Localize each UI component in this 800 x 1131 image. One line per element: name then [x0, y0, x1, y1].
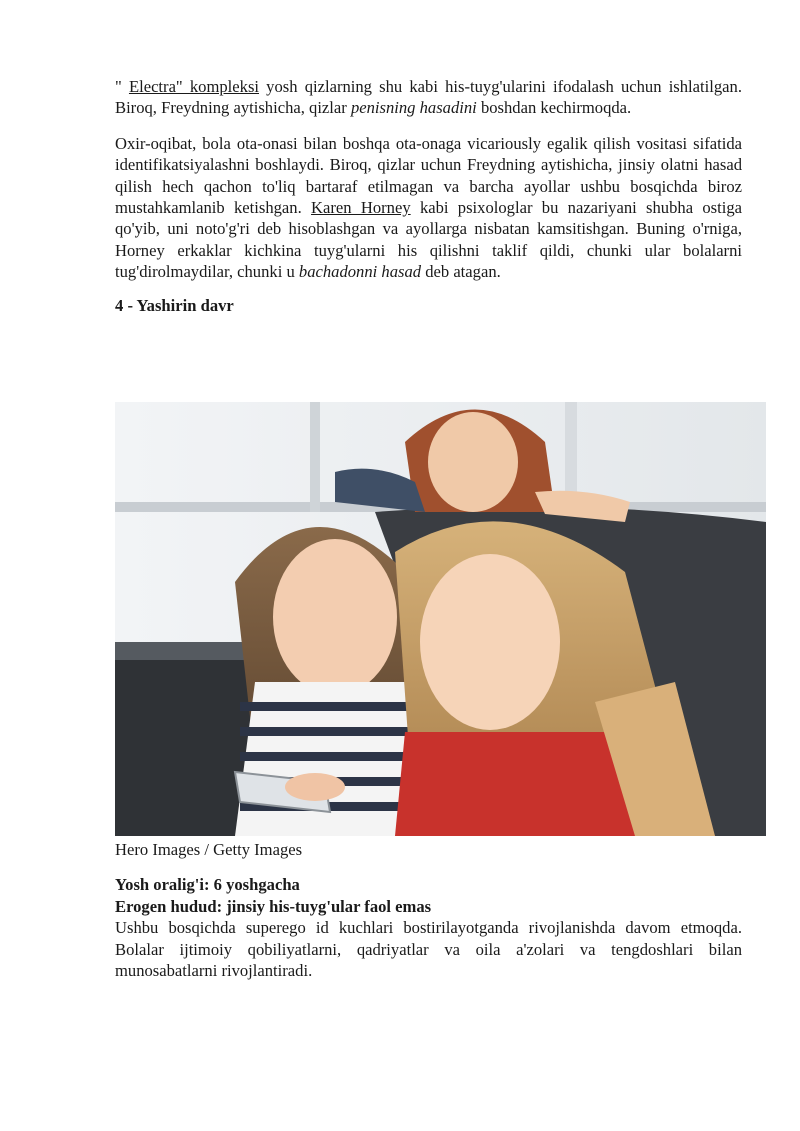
paragraph-electra [115, 76, 742, 119]
paragraph-text: kabi psixologlar bu nazariyani shubha ostiga qo'yib, uni noto'g'ri deb hisoblashgan va ayollarga nisbatan kamsitishgan. Buning o'rniga, Horney erkaklar kichkina tuyg'ularni his qilishni taklif qildi, chunki ular bolalarni tug'dirolmaydilar, chunki u [115, 198, 742, 282]
italic-term: penisning hasadini [350, 98, 477, 118]
article-body [115, 76, 742, 348]
photo-illustration [115, 402, 766, 836]
paragraph-text: deb atagan. [421, 262, 501, 282]
quote-mark: " [115, 77, 122, 96]
paragraph-text: boshdan kechirmoqda. [476, 98, 632, 118]
paragraph-latency: Ushbu bosqichda superego id kuchlari bostirilayotganda rivojlanishda davom etmoqda. Bolalar ijtimoiy qobiliyatlarni, qadriyatlar va oila a'zolari va tengdoshlari bilan munosabatlarni rivojlantiradi. [115, 918, 742, 980]
photo-children-on-bus [115, 402, 766, 836]
paragraph-text: Oxir-oqibat, bola ota-onasi bilan boshqa ota-onaga vicariously egalik qilish vositasi sifatida identifikatsiyalashni boshlaydi. Biroq, qizlar uchun Freydning aytishicha, jinsiy olatni hasad qilish hech qachon to'liq bartaraf etilmagan va barcha ayollar ushbu bosqichda biroz mustahkamlanib ketishgan. [115, 133, 742, 218]
paragraph-horney [115, 133, 742, 283]
italic-term: bachadonni hasad [298, 262, 422, 282]
section-heading: 4 - Yashirin davr [115, 295, 234, 315]
link-karen-horney[interactable]: Karen Horney [311, 198, 411, 218]
photo-caption: Hero Images / Getty Images [115, 840, 303, 859]
paragraph-text: yosh qizlarning shu kabi his-tuyg'ularini ifodalash uchun ishlatilgan. Biroq, Freydning aytishicha, qizlar [115, 77, 742, 118]
age-range-heading: Yosh oralig'i: 6 yoshgacha [115, 875, 300, 894]
link-electra-complex[interactable]: Electra" kompleksi [128, 77, 260, 96]
stage-details [115, 874, 742, 981]
erogenous-zone-heading: Erogen hudud: jinsiy his-tuyg'ular faol emas [115, 896, 432, 916]
